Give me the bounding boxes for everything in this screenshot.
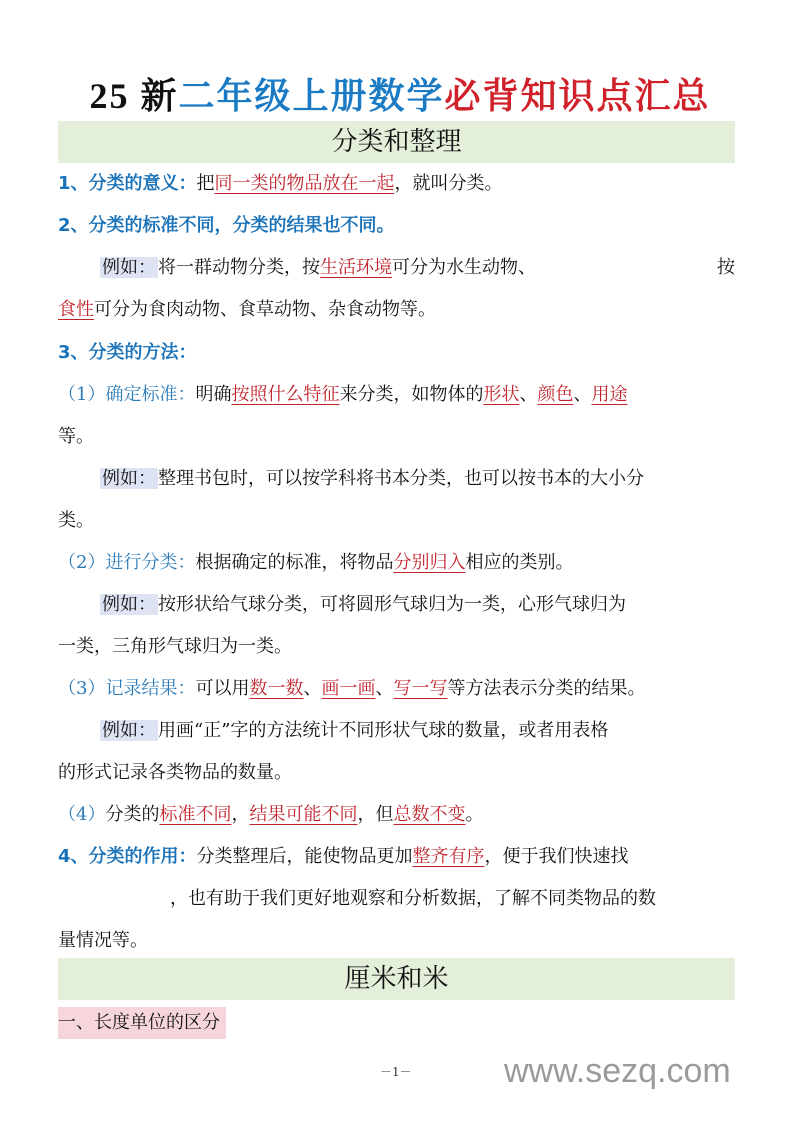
key-phrase: 同一类的物品放在一起 xyxy=(214,173,395,194)
text: 分类的 xyxy=(105,804,160,825)
point-4-cont-2: 量情况等。 xyxy=(58,930,148,951)
method-heading: （2）进行分类： xyxy=(58,552,196,573)
text: 整理书包时，可以按学科将书本分类，也可以按书本的大小分 xyxy=(158,468,644,489)
title-part-2: 二年级上册数学 xyxy=(178,75,445,117)
example-3 xyxy=(100,593,626,617)
example-3-cont: 一类，三角形气球归为一类。 xyxy=(58,636,292,657)
text: 可分为水生动物、 xyxy=(392,257,536,278)
point-4 xyxy=(58,845,629,869)
text: 可分为食肉动物、食草动物、杂食动物等。 xyxy=(94,299,436,320)
key-phrase: 食性 xyxy=(58,299,94,320)
text: ，就叫分类。 xyxy=(394,173,503,194)
text: 分类整理后，能使物品更加 xyxy=(196,846,413,867)
method-heading: （4） xyxy=(58,804,106,825)
text: ， xyxy=(231,804,250,825)
point-2 xyxy=(58,214,395,238)
text: ，便于我们快速找 xyxy=(484,846,629,867)
method-heading: （3）记录结果： xyxy=(58,678,196,699)
example-2 xyxy=(100,467,644,491)
example-label: 例如： xyxy=(102,594,156,615)
method-heading: （1）确定标准： xyxy=(58,384,196,405)
section-banner-cm-and-m: 厘米和米 xyxy=(58,958,735,1000)
key-phrase: 总数不变 xyxy=(393,804,466,825)
point-1 xyxy=(58,172,503,196)
text: 按 xyxy=(717,257,735,278)
method-4 xyxy=(58,803,483,827)
page-number: －1－ xyxy=(380,1065,412,1079)
point-heading: 2、分类的标准不同，分类的结果也不同。 xyxy=(58,215,395,236)
title-part-3: 必背知识点汇总 xyxy=(444,75,711,117)
text: 明确 xyxy=(195,384,232,405)
key-phrase: 数一数 xyxy=(249,678,304,699)
example-4 xyxy=(100,719,608,743)
text: 相应的类别。 xyxy=(465,552,574,573)
key-phrase: 用途 xyxy=(591,384,628,405)
text: 等方法表示分类的结果。 xyxy=(447,678,646,699)
page-title xyxy=(0,68,800,119)
example-label: 例如： xyxy=(102,720,156,741)
text: 可以用 xyxy=(195,678,250,699)
key-phrase: 写一写 xyxy=(393,678,448,699)
text: 、 xyxy=(303,678,322,699)
method-2 xyxy=(58,551,573,575)
key-phrase: 分别归入 xyxy=(393,552,466,573)
example-label: 例如： xyxy=(102,468,156,489)
section-banner-classification: 分类和整理 xyxy=(58,121,735,163)
point-heading: 4、分类的作用： xyxy=(58,846,197,867)
example-4-cont: 的形式记录各类物品的数量。 xyxy=(58,762,292,783)
key-phrase: 结果可能不同 xyxy=(249,804,358,825)
point-3 xyxy=(58,341,197,365)
key-phrase: 画一画 xyxy=(321,678,376,699)
method-1 xyxy=(58,383,627,407)
point-heading: 3、分类的方法： xyxy=(58,342,197,363)
key-phrase: 按照什么特征 xyxy=(231,384,340,405)
text: ，但 xyxy=(357,804,394,825)
text: 、 xyxy=(375,678,394,699)
point-4-cont: ，也有助于我们更好地观察和分析数据，了解不同类物品的数 xyxy=(170,888,656,909)
key-phrase: 标准不同 xyxy=(159,804,232,825)
text: 用画“正”字的方法统计不同形状气球的数量，或者用表格 xyxy=(158,720,609,741)
text: 将一群动物分类，按 xyxy=(158,257,320,278)
subsection-heading: 一、长度单位的区分 xyxy=(58,1007,226,1039)
key-phrase: 颜色 xyxy=(537,384,574,405)
text: 根据确定的标准，将物品 xyxy=(195,552,394,573)
example-1-cont xyxy=(58,298,436,322)
key-phrase: 生活环境 xyxy=(320,257,392,278)
text: 把 xyxy=(196,173,215,194)
method-3 xyxy=(58,677,645,701)
text: 、 xyxy=(573,384,592,405)
text: 来分类，如物体的 xyxy=(339,384,484,405)
method-1-cont: 等。 xyxy=(58,426,94,447)
text: 按形状给气球分类，可将圆形气球归为一类，心形气球归为 xyxy=(158,594,626,615)
text: 。 xyxy=(465,804,484,825)
text: 、 xyxy=(519,384,538,405)
title-part-1: 25 新 xyxy=(89,76,179,116)
key-phrase: 形状 xyxy=(483,384,520,405)
point-heading: 1、分类的意义： xyxy=(58,173,197,194)
example-2-cont: 类。 xyxy=(58,510,94,531)
watermark: www.sezq.com xyxy=(504,1052,731,1090)
example-1 xyxy=(100,256,735,280)
key-phrase: 整齐有序 xyxy=(412,846,485,867)
example-label: 例如： xyxy=(102,257,156,278)
